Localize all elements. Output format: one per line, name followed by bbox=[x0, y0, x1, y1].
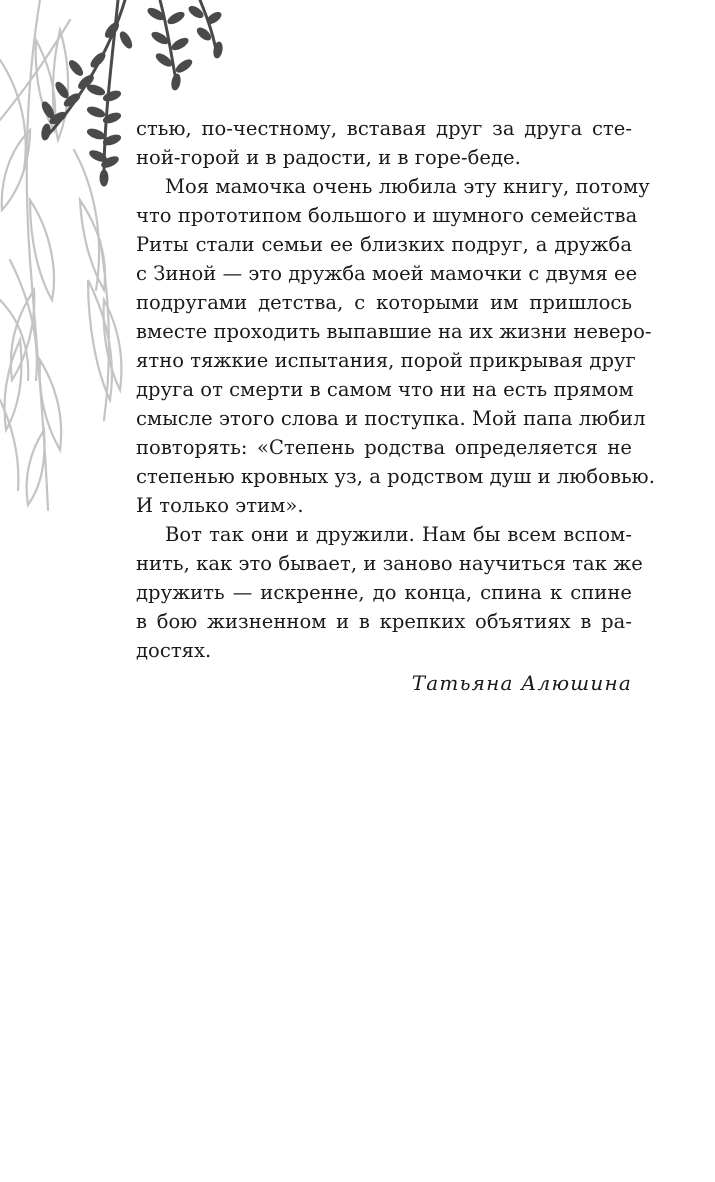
text-line: подругами детства, с которыми им пришлось bbox=[136, 291, 632, 314]
text-line: вместе проходить выпавшие на их жизни неверо- bbox=[136, 320, 652, 343]
text-line: нить, как это бывает, и заново научиться так же bbox=[136, 552, 643, 575]
author-signature: Татьяна Алюшина bbox=[411, 671, 632, 695]
text-line: достях. bbox=[136, 639, 212, 662]
paragraph-2 bbox=[136, 172, 655, 520]
text-line: стью, по-честному, вставая друг за друга сте- bbox=[136, 117, 632, 140]
text-line: повторять: «Степень родства определяется не bbox=[136, 436, 632, 459]
text-line: Моя мамочка очень любила эту книгу, потому bbox=[165, 175, 650, 198]
text-line: ятно тяжкие испытания, порой прикрывая друг bbox=[136, 349, 636, 372]
text-line: в бою жизненном и в крепких объятиях в ра- bbox=[136, 610, 632, 633]
text-line: Вот так они и дружили. Нам бы всем вспом- bbox=[165, 523, 632, 546]
text-line: И только этим». bbox=[136, 494, 304, 517]
text-line: с Зиной — это дружба моей мамочки с двумя ее bbox=[136, 262, 638, 285]
body-text bbox=[136, 114, 655, 698]
text-line: друга от смерти в самом что ни на есть прямом bbox=[136, 378, 634, 401]
text-line: ной-горой и в радости, и в горе-беде. bbox=[136, 146, 521, 169]
text-line: что прототипом большого и шумного семейства bbox=[136, 204, 638, 227]
paragraph-1 bbox=[136, 114, 632, 172]
paragraph-3 bbox=[136, 520, 643, 665]
text-line: смысле этого слова и поступка. Мой папа любил bbox=[136, 407, 646, 430]
text-line: дружить — искренне, до конца, спина к спине bbox=[136, 581, 632, 604]
text-line: степенью кровных уз, а родством душ и любовью. bbox=[136, 465, 655, 488]
text-line: Риты стали семьи ее близких подруг, а дружба bbox=[136, 233, 632, 256]
